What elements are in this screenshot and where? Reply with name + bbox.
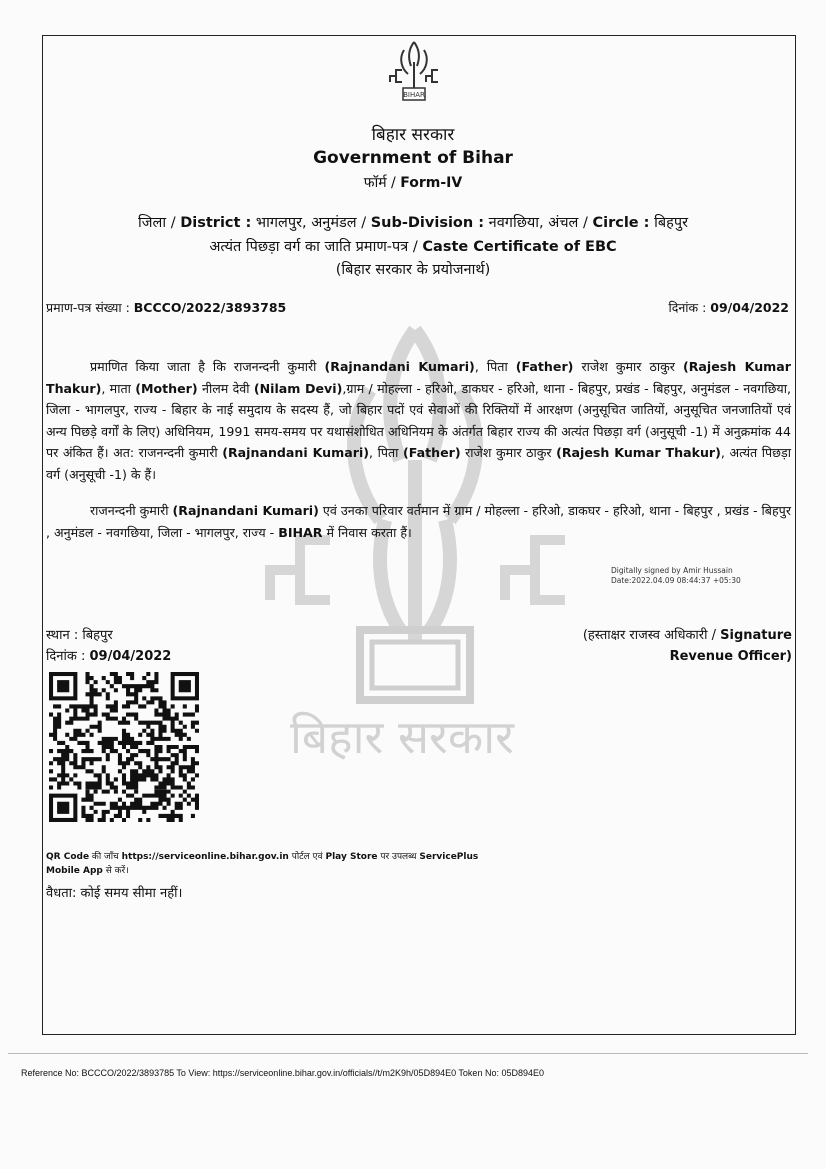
cert-number-value: BCCCO/2022/3893785 bbox=[133, 300, 287, 315]
circle-label: Circle : bbox=[592, 215, 650, 231]
signature-block bbox=[583, 625, 792, 667]
form-label bbox=[0, 173, 826, 192]
verification-url-link[interactable]: https://serviceonline.bihar.gov.in bbox=[121, 852, 289, 862]
issue-date-label: दिनांक : bbox=[668, 300, 711, 315]
cert-number-label: प्रमाण-पत्र संख्या : bbox=[46, 300, 134, 315]
footer-divider bbox=[8, 1053, 808, 1054]
issue-date bbox=[668, 299, 789, 316]
qr-verification-note: QR Code की जाँच https://serviceonline.bihar.gov.in पोर्टल एवं Play Store पर उपलब्ध ServicePlus Mobile App से करें। bbox=[46, 852, 479, 876]
certificate-number bbox=[46, 299, 286, 316]
location-line bbox=[0, 212, 826, 232]
validity-note: वैधता: कोई समय सीमा नहीं। bbox=[46, 886, 183, 901]
subdivision-label: Sub-Division : bbox=[370, 215, 485, 231]
govt-title-hindi: बिहार सरकार bbox=[371, 125, 455, 145]
residence-paragraph: राजनन्दनी कुमारी (Rajnandani Kumari) एवं उनका परिवार वर्तमान में ग्राम / मोहल्ला - हरिओ, डाकघर - हरिओ, थाना - बिहपुर , प्रखंड - बिहपुर , अनुमंडल - नवगछिया, जिला - भागलपुर, राज्य - BIHAR में निवास करता हैं। bbox=[46, 503, 791, 540]
digital-signed-by: Digitally signed by Amir Hussain bbox=[611, 566, 733, 575]
qr-code[interactable] bbox=[49, 672, 202, 822]
place-line bbox=[46, 625, 113, 643]
form-prefix: फॉर्म / bbox=[363, 175, 401, 191]
govt-title-english: Government of Bihar bbox=[313, 148, 513, 168]
issue-date-value: 09/04/2022 bbox=[710, 300, 789, 315]
circle-value: बिहपुर bbox=[649, 215, 688, 231]
sign-date-label: दिनांक : bbox=[46, 649, 90, 664]
district-label-hi: जिला / bbox=[138, 215, 181, 231]
subdivision-value: नवगछिया, अंचल / bbox=[484, 215, 593, 231]
form-number: Form-IV bbox=[400, 175, 463, 191]
purpose-line: (बिहार सरकार के प्रयोजनार्थ) bbox=[335, 262, 491, 278]
sign-date-line bbox=[46, 646, 171, 664]
certification-paragraph: प्रमाणित किया जाता है कि राजनन्दनी कुमारी (Rajnandani Kumari), पिता (Father) राजेश कुमार ठाकुर (Rajesh Kumar Thakur), माता (Mother) नीलम देवी (Nilam Devi),ग्राम / मोहल्ला - हरिओ, डाकघर - हरिओ, थाना - बिहपुर, प्रखंड - बिहपुर, अनुमंडल - नवगछिया, जिला - भागलपुर, राज्य - बिहार के नाई समुदाय के सदस्य हैं, जो बिहार पदों एवं सेवाओं की रिक्तियों में आरक्षण (अनुसूचित जातियों, अनुसूचित जनजातियों एवं अन्य पिछड़े वर्गों के लिए) अधिनियम, 1991 समय-समय पर यथासंशोधित अधिनियम के अंतर्गत बिहार राज्य की अत्यंत पिछड़ा वर्ग (अनुसूची -1) में अनुक्रमांक 44 पर अंकित हैं। अत: राजनन्दनी कुमारी (Rajnandani Kumari), पिता (Father) राजेश कुमार ठाकुर (Rajesh Kumar Thakur), अत्यंत पिछड़ा वर्ग (अनुसूची -1) के हैं। bbox=[46, 359, 792, 482]
digital-signed-date: Date:2022.04.09 08:44:37 +05:30 bbox=[611, 576, 741, 585]
district-label-en: District : bbox=[180, 215, 252, 231]
footer-reference: Reference No: BCCCO/2022/3893785 To View: https://serviceonline.bihar.gov.in/officials//t/m2K9h/05D894E0 Token No: 05D894E0 bbox=[21, 1068, 544, 1078]
revenue-officer-label: Revenue Officer) bbox=[669, 649, 792, 664]
district-value: भागलपुर, अनुमंडल / bbox=[251, 215, 371, 231]
digital-signature bbox=[611, 566, 741, 586]
signature-label-hindi: (हस्ताक्षर राजस्व अधिकारी / bbox=[582, 628, 721, 643]
watermark-text: बिहार सरकार bbox=[290, 710, 514, 764]
svg-text:BIHAR: BIHAR bbox=[403, 91, 425, 99]
certificate-title bbox=[0, 236, 826, 256]
bihar-emblem-icon bbox=[384, 36, 444, 104]
cert-title-english: Caste Certificate of EBC bbox=[422, 239, 617, 255]
place-label: स्थान : bbox=[46, 628, 83, 643]
cert-title-hindi: अत्यंत पिछड़ा वर्ग का जाति प्रमाण-पत्र / bbox=[209, 239, 423, 255]
place-value: बिहपुर bbox=[82, 628, 113, 643]
signature-label-english: Signature bbox=[720, 628, 792, 643]
sign-date-value: 09/04/2022 bbox=[89, 649, 172, 664]
